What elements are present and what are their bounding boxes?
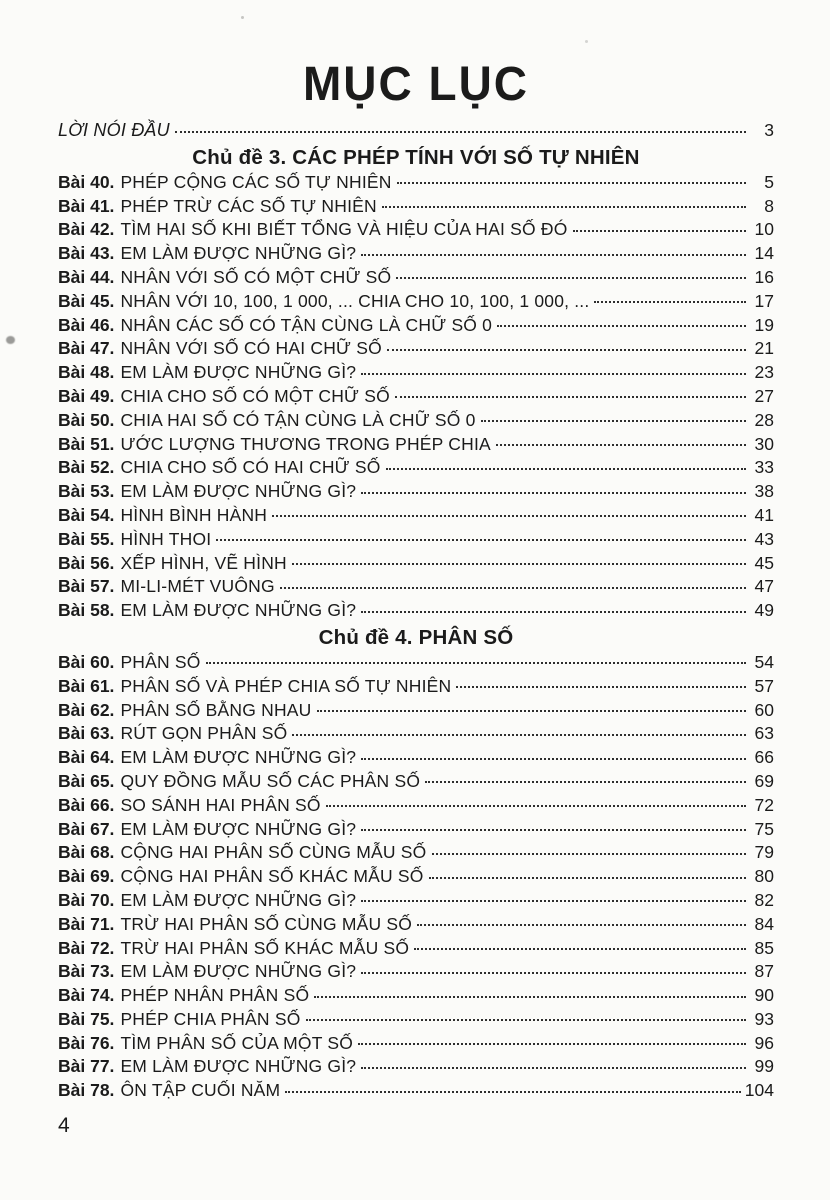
dot-leader [206, 662, 746, 664]
entry-label: Bài 51. [58, 433, 115, 454]
dot-leader [361, 492, 746, 494]
entry-title: EM LÀM ĐƯỢC NHỮNG GÌ? [120, 600, 357, 621]
dot-leader [417, 924, 746, 926]
entry-page-number: 28 [754, 409, 774, 430]
dot-leader [481, 420, 746, 422]
entry-title: EM LÀM ĐƯỢC NHỮNG GÌ? [120, 747, 357, 768]
entry-title: EM LÀM ĐƯỢC NHỮNG GÌ? [120, 243, 357, 264]
dot-leader [292, 563, 746, 565]
dot-leader [361, 254, 746, 256]
dot-leader [280, 587, 746, 589]
entry-page-number: 16 [754, 266, 774, 287]
entry-title: CỘNG HAI PHÂN SỐ CÙNG MẪU SỐ [120, 842, 427, 863]
dot-leader [361, 611, 746, 613]
entry-label: Bài 58. [58, 600, 115, 621]
scan-artifact [241, 16, 244, 19]
entry-label: Bài 65. [58, 770, 115, 791]
entry-page-number: 96 [754, 1032, 774, 1053]
entry-label: Bài 52. [58, 457, 115, 478]
toc-entry [58, 505, 774, 529]
entry-label: Bài 40. [58, 171, 115, 192]
section-entries [58, 172, 774, 624]
toc-entry [58, 961, 774, 985]
dot-leader [395, 396, 746, 398]
entry-page-number: 57 [754, 675, 774, 696]
scan-artifact [585, 40, 588, 43]
toc-entry [58, 386, 774, 410]
toc-entry [58, 1080, 774, 1104]
entry-label: Bài 74. [58, 985, 115, 1006]
toc-entry [58, 172, 774, 196]
dot-leader [326, 805, 746, 807]
entry-page-number: 54 [754, 651, 774, 672]
toc-entry [58, 676, 774, 700]
entry-page-number: 17 [754, 290, 774, 311]
entry-page-number: 10 [754, 219, 774, 240]
entry-label: Bài 60. [58, 651, 115, 672]
toc-entry [58, 553, 774, 577]
dot-leader [573, 230, 746, 232]
entry-page-number: 69 [754, 770, 774, 791]
entry-title: NHÂN VỚI 10, 100, 1 000, ... CHIA CHO 10, 100, 1 000, ... [120, 290, 590, 311]
entry-page-number: 80 [754, 866, 774, 887]
entry-title: LỜI NÓI ĐẦU [58, 120, 170, 140]
entry-title: PHÉP CHIA PHÂN SỐ [120, 1008, 301, 1029]
entry-title: TRỪ HAI PHÂN SỐ KHÁC MẪU SỐ [120, 937, 410, 958]
entry-page-number: 75 [754, 818, 774, 839]
toc-entry [58, 795, 774, 819]
dot-leader [306, 1019, 746, 1021]
entry-label: Bài 48. [58, 362, 115, 383]
toc-entry [58, 600, 774, 624]
dot-leader [314, 996, 746, 998]
entry-label: Bài 72. [58, 937, 115, 958]
entry-title: ÔN TẬP CUỐI NĂM [120, 1080, 281, 1101]
entry-title: PHÉP NHÂN PHÂN SỐ [120, 985, 310, 1006]
entry-page-number: 99 [754, 1056, 774, 1077]
toc-entry [58, 747, 774, 771]
toc-entry [58, 315, 774, 339]
toc-entry [58, 1056, 774, 1080]
toc-entry [58, 985, 774, 1009]
entry-title: EM LÀM ĐƯỢC NHỮNG GÌ? [120, 961, 357, 982]
toc-entry [58, 819, 774, 843]
toc-entry [58, 723, 774, 747]
entry-title: CỘNG HAI PHÂN SỐ KHÁC MẪU SỐ [120, 866, 424, 887]
toc-entry [58, 219, 774, 243]
entry-page-number: 43 [754, 528, 774, 549]
dot-leader [594, 301, 746, 303]
toc-entry [58, 771, 774, 795]
entry-page-number: 8 [764, 195, 774, 216]
entry-page-number: 27 [754, 385, 774, 406]
toc-section [58, 624, 774, 1104]
dot-leader [432, 853, 747, 855]
dot-leader [497, 325, 746, 327]
entry-label: Bài 47. [58, 338, 115, 359]
dot-leader [358, 1043, 746, 1045]
entry-title: TRỪ HAI PHÂN SỐ CÙNG MẪU SỐ [120, 913, 413, 934]
folio-page-number: 4 [58, 1114, 70, 1137]
entry-label: Bài 71. [58, 913, 115, 934]
toc-entry [58, 362, 774, 386]
dot-leader [285, 1091, 740, 1093]
dot-leader [216, 539, 746, 541]
entry-title: CHIA CHO SỐ CÓ HAI CHỮ SỐ [120, 457, 381, 478]
toc-entry [58, 196, 774, 220]
entry-page-number: 63 [754, 723, 774, 744]
entry-title: EM LÀM ĐƯỢC NHỮNG GÌ? [120, 481, 357, 502]
entry-label: Bài 56. [58, 552, 115, 573]
entry-label: Bài 50. [58, 409, 115, 430]
entry-title: NHÂN CÁC SỐ CÓ TẬN CÙNG LÀ CHỮ SỐ 0 [120, 314, 493, 335]
dot-leader [387, 349, 746, 351]
toc-entry [58, 338, 774, 362]
page-title: MỤC LỤC [302, 56, 530, 111]
entry-page-number: 19 [754, 314, 774, 335]
section-entries [58, 652, 774, 1104]
entry-page-number: 5 [764, 171, 774, 192]
entry-label: Bài 53. [58, 481, 115, 502]
dot-leader [496, 444, 746, 446]
entry-title: HÌNH BÌNH HÀNH [120, 504, 268, 525]
entry-title: RÚT GỌN PHÂN SỐ [120, 723, 288, 744]
entry-label: Bài 46. [58, 314, 115, 335]
entry-label: Bài 41. [58, 195, 115, 216]
entry-page-number: 72 [754, 794, 774, 815]
entry-page-number: 104 [744, 1080, 774, 1101]
toc-entry [58, 576, 774, 600]
entry-label: Bài 73. [58, 961, 115, 982]
entry-title: PHÉP TRỪ CÁC SỐ TỰ NHIÊN [120, 195, 377, 216]
dot-leader [361, 829, 746, 831]
toc-entry [58, 529, 774, 553]
entry-title: CHIA HAI SỐ CÓ TẬN CÙNG LÀ CHỮ SỐ 0 [120, 409, 476, 430]
entry-label: Bài 76. [58, 1032, 115, 1053]
entry-label: Bài 78. [58, 1080, 115, 1101]
dot-leader [425, 781, 746, 783]
entry-label: Bài 63. [58, 723, 115, 744]
dot-leader [386, 468, 746, 470]
entry-title: TÌM HAI SỐ KHI BIẾT TỔNG VÀ HIỆU CỦA HAI SỐ ĐÓ [120, 219, 568, 240]
entry-label: Bài 45. [58, 290, 115, 311]
toc-sections [58, 144, 774, 1104]
toc-entry-preface [58, 120, 774, 144]
entry-label: Bài 57. [58, 576, 115, 597]
entry-title: MI-LI-MÉT VUÔNG [120, 576, 275, 597]
dot-leader [361, 758, 746, 760]
toc-entry [58, 267, 774, 291]
section-heading: Chủ đề 3. CÁC PHÉP TÍNH VỚI SỐ TỰ NHIÊN [192, 145, 640, 169]
entry-page-number: 82 [754, 889, 774, 910]
entry-label: Bài 61. [58, 675, 115, 696]
entry-page-number: 60 [754, 699, 774, 720]
toc-entry [58, 938, 774, 962]
dot-leader [429, 877, 746, 879]
entry-label: Bài 69. [58, 866, 115, 887]
toc-entry [58, 914, 774, 938]
table-of-contents [58, 120, 774, 1104]
entry-title: PHÉP CỘNG CÁC SỐ TỰ NHIÊN [120, 171, 392, 192]
entry-page-number: 79 [754, 842, 774, 863]
entry-page-number: 49 [754, 600, 774, 621]
entry-page-number: 41 [754, 504, 774, 525]
entry-title: EM LÀM ĐƯỢC NHỮNG GÌ? [120, 362, 357, 383]
dot-leader [396, 277, 746, 279]
entry-title: CHIA CHO SỐ CÓ MỘT CHỮ SỐ [120, 385, 390, 406]
toc-entry [58, 243, 774, 267]
entry-title: EM LÀM ĐƯỢC NHỮNG GÌ? [120, 889, 357, 910]
toc-entry [58, 410, 774, 434]
dot-leader [361, 373, 746, 375]
entry-label: Bài 42. [58, 219, 115, 240]
toc-entry [58, 1009, 774, 1033]
entry-page-number: 93 [754, 1008, 774, 1029]
toc-entry [58, 842, 774, 866]
toc-entry [58, 481, 774, 505]
entry-title: QUY ĐỒNG MẪU SỐ CÁC PHÂN SỐ [120, 770, 421, 791]
entry-title: EM LÀM ĐƯỢC NHỮNG GÌ? [120, 818, 357, 839]
dot-leader [361, 972, 746, 974]
dot-leader [361, 1067, 746, 1069]
entry-page-number: 87 [754, 961, 774, 982]
entry-label: Bài 62. [58, 699, 115, 720]
entry-page-number: 33 [754, 457, 774, 478]
entry-title: ƯỚC LƯỢNG THƯƠNG TRONG PHÉP CHIA [120, 433, 491, 454]
toc-entry [58, 434, 774, 458]
entry-page-number: 90 [754, 985, 774, 1006]
toc-entry [58, 1033, 774, 1057]
entry-title: HÌNH THOI [120, 528, 212, 549]
entry-label: Bài 44. [58, 266, 115, 287]
entry-page-number: 45 [754, 552, 774, 573]
toc-entry [58, 457, 774, 481]
toc-section [58, 144, 774, 624]
dot-leader [456, 686, 746, 688]
toc-entry [58, 700, 774, 724]
dot-leader [382, 206, 746, 208]
entry-label: Bài 77. [58, 1056, 115, 1077]
entry-page-number: 38 [754, 481, 774, 502]
entry-title: XẾP HÌNH, VẼ HÌNH [120, 552, 287, 573]
scan-artifact [6, 336, 15, 344]
section-heading: Chủ đề 4. PHÂN SỐ [318, 625, 514, 649]
entry-page-number: 3 [764, 120, 774, 140]
entry-label: Bài 54. [58, 504, 115, 525]
toc-entry [58, 890, 774, 914]
toc-entry [58, 291, 774, 315]
dot-leader [175, 131, 746, 133]
entry-label: Bài 64. [58, 747, 115, 768]
entry-label: Bài 66. [58, 794, 115, 815]
dot-leader [317, 710, 746, 712]
dot-leader [397, 182, 746, 184]
dot-leader [414, 948, 746, 950]
dot-leader [361, 900, 746, 902]
entry-title: NHÂN VỚI SỐ CÓ MỘT CHỮ SỐ [120, 266, 392, 287]
entry-label: Bài 43. [58, 243, 115, 264]
entry-page-number: 30 [754, 433, 774, 454]
toc-entry [58, 866, 774, 890]
entry-title: PHÂN SỐ [120, 651, 201, 672]
entry-title: NHÂN VỚI SỐ CÓ HAI CHỮ SỐ [120, 338, 382, 359]
entry-page-number: 47 [754, 576, 774, 597]
entry-title: EM LÀM ĐƯỢC NHỮNG GÌ? [120, 1056, 357, 1077]
entry-label: Bài 70. [58, 889, 115, 910]
entry-title: SO SÁNH HAI PHÂN SỐ [120, 794, 321, 815]
entry-label: Bài 49. [58, 385, 115, 406]
entry-page-number: 85 [754, 937, 774, 958]
entry-title: PHÂN SỐ BẰNG NHAU [120, 699, 312, 720]
entry-page-number: 84 [754, 913, 774, 934]
entry-page-number: 23 [754, 362, 774, 383]
entry-page-number: 21 [754, 338, 774, 359]
dot-leader [292, 734, 746, 736]
entry-label: Bài 75. [58, 1008, 115, 1029]
entry-title: TÌM PHÂN SỐ CỦA MỘT SỐ [120, 1032, 354, 1053]
dot-leader [272, 515, 746, 517]
entry-page-number: 14 [754, 243, 774, 264]
toc-entry [58, 652, 774, 676]
entry-label: Bài 55. [58, 528, 115, 549]
entry-title: PHÂN SỐ VÀ PHÉP CHIA SỐ TỰ NHIÊN [120, 675, 452, 696]
entry-page-number: 66 [754, 747, 774, 768]
entry-label: Bài 68. [58, 842, 115, 863]
entry-label: Bài 67. [58, 818, 115, 839]
